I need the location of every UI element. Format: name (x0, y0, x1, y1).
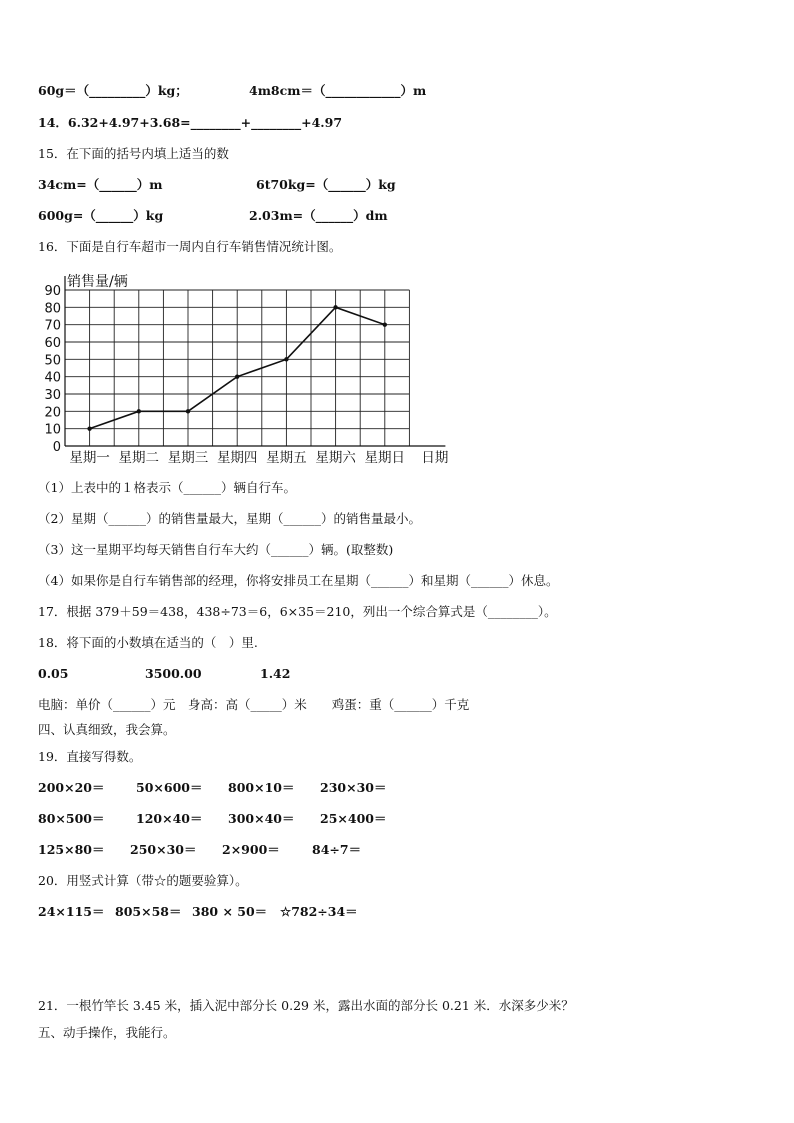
question-19: 19．直接写得数。 (38, 749, 142, 764)
calc-item: 800×10＝ (228, 780, 295, 795)
calc-item: 80×500＝ (38, 811, 105, 826)
vertical-calc-item: 24×115＝ (38, 904, 105, 919)
q16-sub-3: （3）这一星期平均每天销售自行车大约（______）辆。(取整数) (38, 542, 394, 557)
chart-labels (44, 273, 448, 466)
x-tick-label: 星期日 (364, 450, 406, 466)
calc-item: 2×900＝ (222, 842, 280, 857)
x-tick-label: 星期六 (315, 450, 356, 466)
q18-decimal-2: 3500.00 (145, 666, 202, 681)
y-tick-label: 30 (44, 388, 61, 403)
section-5-heading: 五、动手操作，我能行。 (38, 1025, 176, 1040)
calc-item: 200×20＝ (38, 780, 105, 795)
data-point (186, 409, 190, 413)
section-4-heading: 四、认真细致，我会算。 (38, 722, 176, 737)
y-tick-label: 40 (44, 370, 61, 386)
x-tick-label: 星期五 (266, 450, 307, 466)
question-15: 15．在下面的括号内填上适当的数 (38, 146, 229, 161)
calc-item: 50×600＝ (136, 780, 203, 795)
chart-grid (65, 290, 409, 446)
y-axis-label: 销售量/辆 (67, 274, 128, 290)
calc-item: 125×80＝ (38, 842, 105, 857)
data-point (333, 305, 337, 309)
y-tick-label: 80 (44, 301, 61, 317)
calc-item: 84÷7＝ (312, 842, 362, 857)
y-tick-label: 70 (44, 318, 61, 334)
q18-decimal-3: 1.42 (260, 666, 291, 681)
data-point (137, 409, 141, 413)
y-tick-label: 90 (44, 284, 61, 299)
bicycle-sales-line-chart (30, 268, 480, 468)
chart-axes (65, 276, 445, 446)
question-16: 16．下面是自行车超市一周内自行车销售情况统计图。 (38, 239, 342, 254)
q16-sub-1: （1）上表中的１格表示（______）辆自行车。 (38, 480, 296, 495)
y-tick-label: 10 (44, 422, 61, 438)
calc-item: 25×400＝ (320, 811, 387, 826)
question-21: 21．一根竹竿长 3.45 米，插入泥中部分长 0.29 米，露出水面的部分长 0.21 米．水深多少米？ (38, 998, 574, 1013)
q15-item-d: 2.03m=（______）dm (249, 208, 388, 223)
data-point (235, 374, 239, 378)
q15-item-a: 34cm=（______）m (38, 177, 163, 192)
x-tick-label: 星期二 (118, 450, 160, 466)
y-tick-label: 60 (44, 336, 61, 351)
question-18: 18．将下面的小数填在适当的（ ）里. (38, 635, 258, 650)
vertical-calc-item: 805×58＝ (115, 904, 182, 919)
q15-item-b: 6t70kg=（______）kg (256, 177, 396, 192)
y-tick-label: 50 (44, 353, 61, 369)
q18-blanks: 电脑：单价（______）元 身高：高（_____）米 鸡蛋：重（______）千克 (38, 697, 470, 712)
x-tick-label: 星期一 (69, 450, 110, 466)
question-14: 14．6.32+4.97+3.68=________+________+4.97 (38, 115, 343, 130)
x-tick-label: 星期四 (216, 450, 258, 466)
calc-item: 120×40＝ (136, 811, 203, 826)
data-point (87, 426, 91, 430)
vertical-calc-item: 380 × 50＝ (192, 904, 268, 919)
calc-item: 250×30＝ (130, 842, 197, 857)
q16-sub-4: （4）如果你是自行车销售部的经理，你将安排员工在星期（______）和星期（______）休息。 (38, 573, 559, 588)
data-point (383, 322, 387, 326)
q16-sub-2: （2）星期（______）的销售量最大，星期（______）的销售量最小。 (38, 511, 421, 526)
data-point (284, 357, 288, 361)
calc-item: 230×30＝ (320, 780, 387, 795)
y-tick-label: 0 (52, 440, 61, 455)
x-tick-label: 星期三 (167, 450, 209, 466)
x-axis-label: 日期 (421, 450, 449, 466)
conversion-line-1b: 4m8cm＝（____________）m (249, 83, 427, 98)
q15-item-c: 600g=（______）kg (38, 208, 164, 223)
calc-item: 300×40＝ (228, 811, 295, 826)
conversion-line-1a: 60g＝（_________）kg； (38, 83, 188, 98)
question-17: 17．根据 379＋59＝438，438÷73＝6，6×35＝210，列出一个综合算式是（________）。 (38, 604, 557, 619)
question-20: 20．用竖式计算（带☆的题要验算）。 (38, 873, 248, 888)
vertical-calc-item: ☆782÷34＝ (280, 904, 358, 919)
y-tick-label: 20 (44, 405, 61, 421)
q18-decimal-1: 0.05 (38, 666, 69, 681)
